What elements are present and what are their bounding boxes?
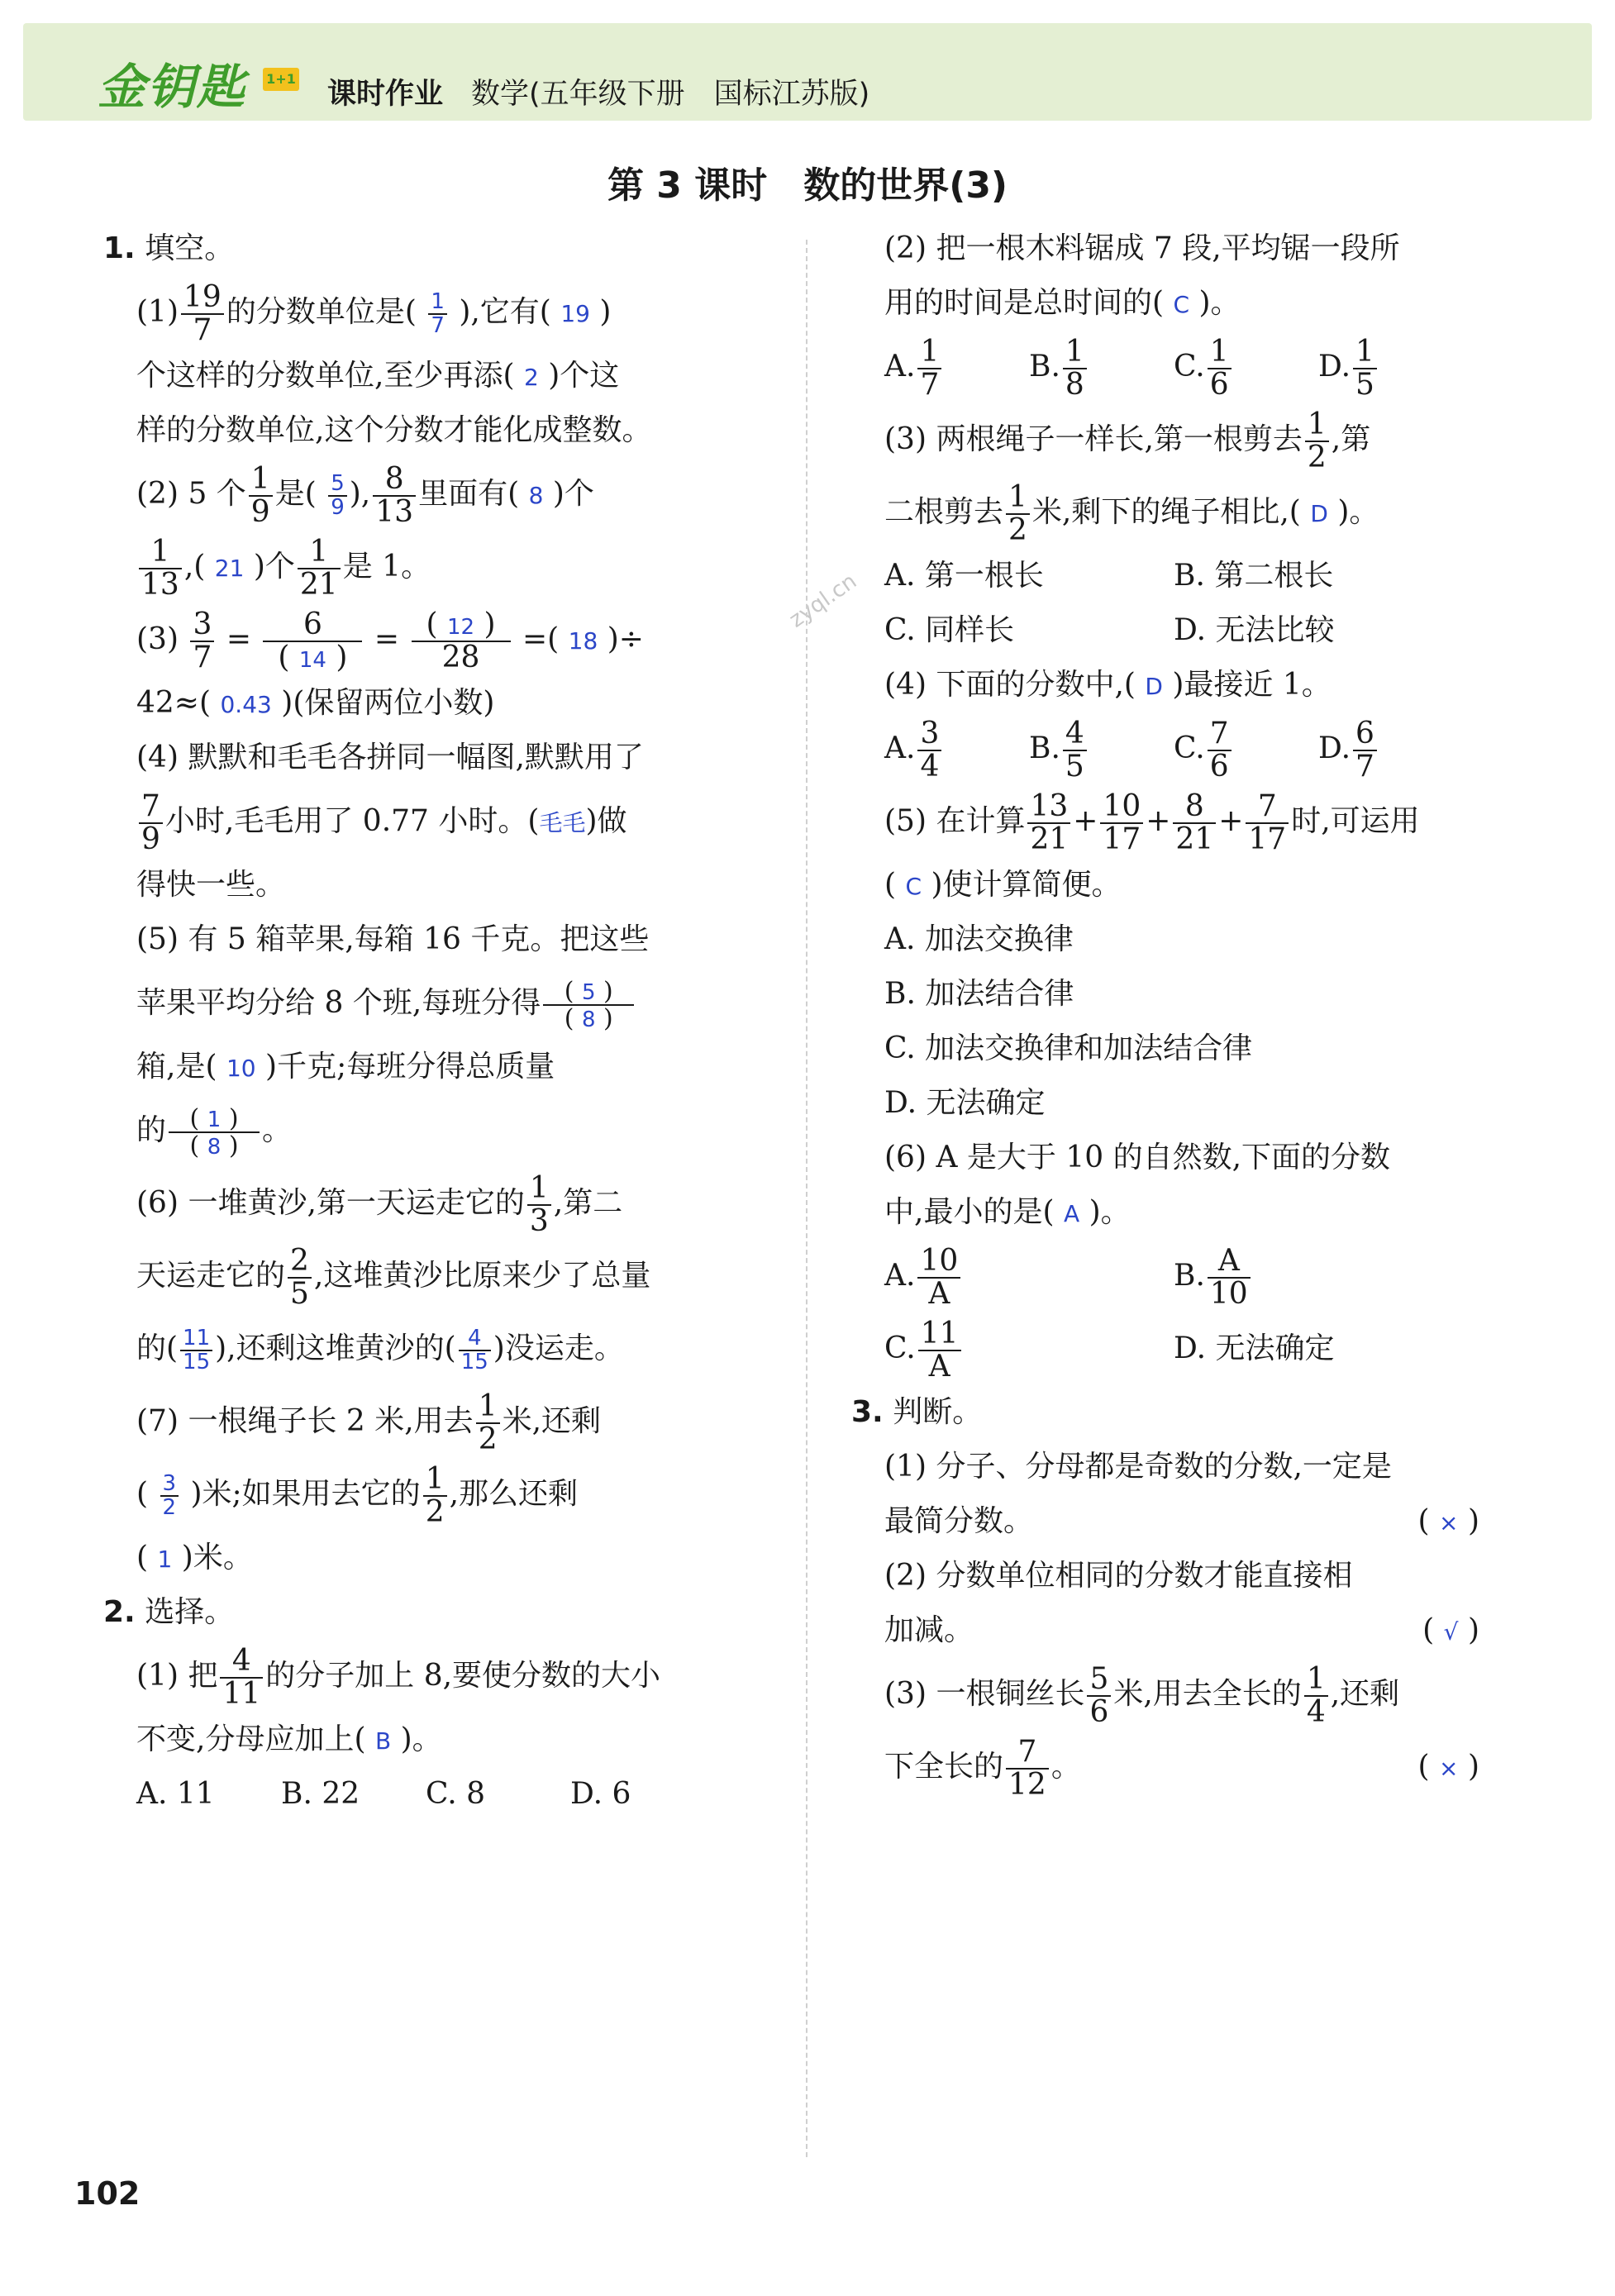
q2-part6-line2: 中,最小的是( A )。 bbox=[884, 1195, 1131, 1229]
q1-part7-line3: ( 1 )米。 bbox=[136, 1541, 253, 1574]
q3-part1-line1: (1) 分子、分母都是奇数的分数,一定是 bbox=[884, 1450, 1392, 1484]
answer: 8 bbox=[528, 482, 544, 509]
fraction: $\frac{13}{21}$ bbox=[1027, 791, 1070, 855]
q1-part3-line2: 42≈( 0.43 )(保留两位小数) bbox=[136, 686, 495, 720]
option-d: D. 无法确定 bbox=[884, 1086, 1046, 1120]
answer: 19 bbox=[560, 300, 590, 327]
q1-part1-line2: 个这样的分数单位,至少再添( 2 )个这 bbox=[136, 359, 620, 393]
fraction: $\frac{2}{5}$ bbox=[288, 1246, 312, 1310]
column-divider bbox=[806, 240, 808, 2157]
answer: 0.43 bbox=[220, 691, 272, 718]
option-c: C. $\frac{7}{6}$ bbox=[1174, 712, 1318, 785]
option-d: D. $\frac{1}{5}$ bbox=[1318, 331, 1379, 403]
q1-part1-line3: 样的分数单位,这个分数才能化成整数。 bbox=[136, 413, 652, 447]
fraction: $\frac{7}{17}$ bbox=[1246, 791, 1289, 855]
q1-part4-line3: 得快一些。 bbox=[136, 868, 286, 902]
q1-part3-line1: (3) $\frac{3}{7}$ = $\frac{6}{( 14 )}$ = $\frac{( 12 )}{28}$ =( 18 )÷ bbox=[136, 607, 644, 674]
q2-part3-line2: 二根剪去 $\frac{1}{2}$ 米,剩下的绳子相比,( D )。 bbox=[884, 480, 1379, 547]
answer-fraction: $\frac{4}{15}$ bbox=[459, 1327, 491, 1374]
answer-fraction: $\frac{5}{9}$ bbox=[328, 473, 347, 520]
q1-part6-line3: 的( $\frac{11}{15}$ ),还剩这堆黄沙的( $\frac{4}{15}$ )没运走。 bbox=[136, 1325, 624, 1374]
answer-fraction: $\frac{( 5 )}{( 8 )}$ bbox=[543, 979, 634, 1032]
fraction: $\frac{1}{13}$ bbox=[139, 536, 182, 601]
lesson-title: 第 3 课时 数的世界(3) bbox=[607, 164, 1008, 207]
answer: 10 bbox=[226, 1055, 256, 1082]
answer: 1 bbox=[157, 1546, 173, 1573]
answer: A bbox=[1063, 1200, 1080, 1227]
q1-part7-line2: ( $\frac{3}{2}$ )米;如果用去它的 $\frac{1}{2}$ ,那么还剩 bbox=[136, 1462, 579, 1529]
answer: D bbox=[1310, 500, 1328, 527]
fraction: $\frac{1}{2}$ bbox=[476, 1391, 500, 1455]
q2-part4-options bbox=[884, 712, 1479, 785]
fraction: $\frac{1}{3}$ bbox=[527, 1173, 551, 1237]
answer: 毛毛 bbox=[539, 809, 586, 836]
q2-part4-line1: (4) 下面的分数中,( D )最接近 1。 bbox=[884, 668, 1332, 702]
answer: 18 bbox=[568, 627, 598, 655]
answer: C bbox=[905, 873, 922, 900]
q1-heading: 1. 填空。 bbox=[103, 231, 235, 265]
option-b: B. 22 bbox=[281, 1777, 360, 1811]
q1-part7-line1: (7) 一根绳子长 2 米,用去 $\frac{1}{2}$ 米,还剩 bbox=[136, 1389, 602, 1456]
q2-part1-options bbox=[136, 1767, 781, 1822]
fraction: $\frac{7}{9}$ bbox=[139, 791, 163, 855]
q1-part4-line2: $\frac{7}{9}$ 小时,毛毛用了 0.77 小时。(毛毛)做 bbox=[136, 785, 781, 858]
option-b: B. $\frac{4}{5}$ bbox=[1029, 712, 1174, 785]
fraction: $\frac{19}{7}$ bbox=[181, 282, 224, 346]
option-a: A. 11 bbox=[136, 1777, 215, 1811]
option-a: A. 加法交换律 bbox=[884, 922, 1074, 956]
option-a: A. 第一根长 bbox=[884, 559, 1044, 593]
q1-part2-line1: (2) 5 个 $\frac{1}{9}$ 是( $\frac{5}{9}$ ), $\frac{8}{13}$ 里面有( 8 )个 bbox=[136, 462, 594, 529]
q1-part5-line2: 苹果平均分给 8 个班,每班分得 $\frac{( 5 )}{( 8 )}$ bbox=[136, 967, 781, 1040]
page-number: 102 bbox=[74, 2175, 141, 2212]
option-c: C. $\frac{1}{6}$ bbox=[1174, 331, 1318, 403]
option-d: D. 无法确定 bbox=[1174, 1331, 1335, 1365]
q2-part2-line2: 用的时间是总时间的( C )。 bbox=[884, 286, 1241, 320]
fraction: $\frac{1}{9}$ bbox=[249, 464, 273, 528]
option-c: C. 加法交换律和加法结合律 bbox=[884, 1031, 1253, 1065]
option-c: C. 8 bbox=[426, 1777, 486, 1811]
fraction: $\frac{3}{7}$ bbox=[190, 609, 214, 674]
option-d: D. 无法比较 bbox=[1174, 613, 1335, 647]
option-d: D. $\frac{6}{7}$ bbox=[1318, 712, 1379, 785]
option-d: D. 6 bbox=[570, 1777, 631, 1811]
fraction: $\frac{1}{2}$ bbox=[423, 1464, 447, 1528]
fraction: $\frac{1}{21}$ bbox=[298, 536, 341, 601]
fraction: $\frac{6}{( 14 )}$ bbox=[263, 609, 362, 674]
q2-part6-line1: (6) A 是大于 10 的自然数,下面的分数 bbox=[884, 1141, 1391, 1174]
q1-part5-line1: (5) 有 5 箱苹果,每箱 16 千克。把这些 bbox=[136, 922, 650, 956]
fraction: $\frac{5}{6}$ bbox=[1087, 1664, 1111, 1728]
q1-part1-line1: (1) $\frac{19}{7}$ 的分数单位是( $\frac{1}{7}$ ),它有( 19 ) bbox=[136, 280, 612, 347]
q2-part6-options-row2 bbox=[884, 1312, 1479, 1385]
fraction: $\frac{1}{4}$ bbox=[1304, 1664, 1328, 1728]
answer-fraction: $\frac{11}{15}$ bbox=[180, 1327, 212, 1374]
q1-part6-line1: (6) 一堆黄沙,第一天运走它的 $\frac{1}{3}$ ,第二 bbox=[136, 1171, 623, 1238]
q2-part6-options-row1 bbox=[884, 1240, 1479, 1312]
fraction: $\frac{( 12 )}{28}$ bbox=[412, 609, 511, 674]
book-title: 数学(五年级下册 国标江苏版) bbox=[471, 78, 870, 111]
judgement: ( × ) bbox=[1417, 1504, 1479, 1538]
answer: 21 bbox=[214, 555, 245, 582]
q2-part1-line1: (1) 把 $\frac{4}{11}$ 的分子加上 8,要使分数的大小 bbox=[136, 1644, 661, 1711]
option-c: C. 同样长 bbox=[884, 613, 1015, 647]
q1-part5-line4: 的 $\frac{( 1 )}{( 8 )}$ 。 bbox=[136, 1103, 293, 1160]
option-b: B. $\frac{A}{10}$ bbox=[1174, 1240, 1253, 1312]
judgement: ( × ) bbox=[1417, 1750, 1479, 1784]
q3-part2-line1: (2) 分数单位相同的分数才能直接相 bbox=[884, 1559, 1353, 1593]
answer-fraction: $\frac{1}{7}$ bbox=[428, 291, 447, 338]
option-a: A. $\frac{3}{4}$ bbox=[884, 712, 1029, 785]
answer: 2 bbox=[523, 364, 539, 391]
logo-badge: 1+1 bbox=[263, 68, 299, 91]
q2-part5-line2: ( C )使计算简便。 bbox=[884, 868, 1122, 902]
fraction: $\frac{1}{2}$ bbox=[1305, 409, 1329, 474]
q3-part2-line2: 加减。 ( √ ) bbox=[884, 1603, 1479, 1658]
option-b: B. 第二根长 bbox=[1174, 559, 1334, 593]
fraction: $\frac{10}{17}$ bbox=[1100, 791, 1143, 855]
q2-part3-options-row1 bbox=[884, 549, 1479, 603]
fraction: $\frac{7}{12}$ bbox=[1006, 1736, 1049, 1801]
answer: D bbox=[1145, 673, 1163, 700]
answer-fraction: $\frac{( 1 )}{( 8 )}$ bbox=[169, 1106, 260, 1160]
q2-part2-line1: (2) 把一根木料锯成 7 段,平均锯一段所 bbox=[884, 231, 1400, 265]
answer-fraction: $\frac{3}{2}$ bbox=[160, 1473, 179, 1520]
right-column bbox=[851, 222, 1479, 1803]
q3-part3-line2: 下全长的 $\frac{7}{12}$ 。 ( × ) bbox=[884, 1731, 1479, 1803]
fraction: $\frac{1}{2}$ bbox=[1006, 482, 1030, 546]
judgement: ( √ ) bbox=[1422, 1613, 1479, 1647]
q2-part5-line1: (5) 在计算 $\frac{13}{21}$ + $\frac{10}{17}$ + $\frac{8}{21}$ + $\frac{7}{17}$ 时,可运用 bbox=[884, 789, 1420, 856]
left-column bbox=[103, 222, 781, 1822]
q3-part1-line2: 最简分数。 ( × ) bbox=[884, 1494, 1479, 1549]
fraction: $\frac{4}{11}$ bbox=[220, 1646, 263, 1710]
q3-part3-line1: (3) 一根铜丝长 $\frac{5}{6}$ 米,用去全长的 $\frac{1}{4}$ ,还剩 bbox=[884, 1662, 1400, 1729]
q2-part3-line1: (3) 两根绳子一样长,第一根剪去 $\frac{1}{2}$ ,第 bbox=[884, 407, 1371, 474]
q2-heading: 2. 选择。 bbox=[103, 1595, 235, 1629]
q1-part4-line1: (4) 默默和毛毛各拼同一幅图,默默用了 bbox=[136, 741, 644, 774]
option-a: A. $\frac{1}{7}$ bbox=[884, 331, 1029, 403]
answer: C bbox=[1173, 291, 1190, 318]
fraction: $\frac{8}{13}$ bbox=[373, 464, 416, 528]
q2-part2-options bbox=[884, 331, 1479, 403]
option-b: B. 加法结合律 bbox=[884, 977, 1074, 1011]
q2-part1-line2: 不变,分母应加上( B )。 bbox=[136, 1722, 442, 1756]
q2-part3-options-row2 bbox=[884, 603, 1479, 658]
option-c: C. $\frac{11}{A}$ bbox=[884, 1312, 1174, 1385]
series-title: 课时作业 bbox=[327, 78, 444, 111]
q1-part2-line2: $\frac{1}{13}$ ,( 21 )个 $\frac{1}{21}$ 是 1。 bbox=[136, 531, 781, 603]
q1-part6-line2: 天运走它的 $\frac{2}{5}$ ,这堆黄沙比原来少了总量 bbox=[136, 1244, 651, 1311]
watermark: zyql.cn bbox=[784, 569, 862, 633]
fraction: $\frac{8}{21}$ bbox=[1173, 791, 1216, 855]
q3-heading: 3. 判断。 bbox=[851, 1395, 983, 1429]
answer: B bbox=[374, 1727, 392, 1755]
q1-part5-line3: 箱,是( 10 )千克;每班分得总质量 bbox=[136, 1050, 555, 1084]
option-b: B. $\frac{1}{8}$ bbox=[1029, 331, 1174, 403]
option-a: A. $\frac{10}{A}$ bbox=[884, 1240, 1174, 1312]
brand-logo: 金钥匙 bbox=[98, 59, 247, 115]
